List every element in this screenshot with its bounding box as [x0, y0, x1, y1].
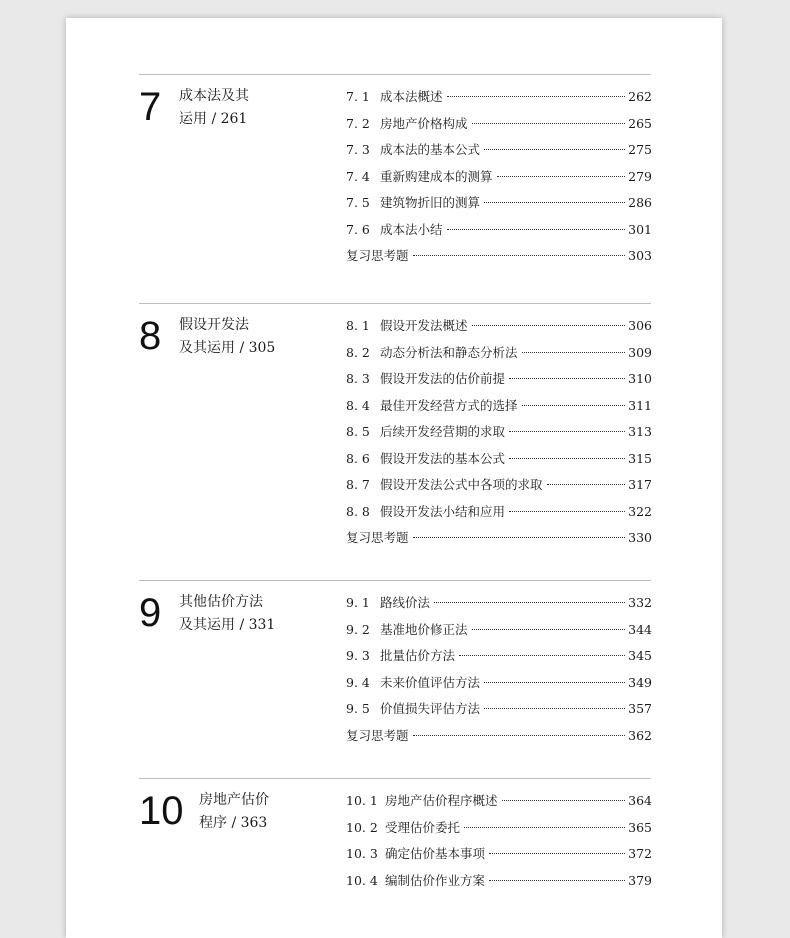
toc-entry[interactable] — [346, 621, 652, 648]
entry-page: 372 — [628, 846, 652, 861]
entry-page: 310 — [628, 371, 652, 386]
toc-entry[interactable] — [346, 370, 652, 397]
chapter-8 — [139, 303, 652, 545]
toc-entry[interactable] — [346, 221, 652, 248]
entry-page: 306 — [628, 318, 652, 333]
entry-number: 8. 4 — [346, 397, 370, 413]
entry-page: 364 — [628, 793, 652, 808]
entry-title: 批量估价方法 — [380, 648, 456, 663]
entry-title: 成本法的基本公式 — [380, 142, 481, 157]
dot-leader — [509, 511, 625, 512]
chapter-number: 8 — [139, 314, 162, 358]
dot-leader — [497, 176, 625, 177]
document-page — [66, 18, 722, 938]
toc-entry[interactable] — [346, 872, 652, 899]
toc-entry[interactable] — [346, 450, 652, 477]
chapter-title-line: 程序 / 363 — [199, 815, 268, 831]
entry-number: 7. 5 — [346, 195, 370, 210]
dot-leader — [484, 682, 625, 683]
toc-entry-review[interactable] — [346, 529, 652, 556]
entry-title: 成本法小结 — [380, 221, 443, 237]
toc-entry[interactable] — [346, 476, 652, 503]
chapter-number: 7 — [139, 85, 162, 129]
entry-number: 10. 1 — [346, 793, 378, 808]
toc-entries — [346, 317, 652, 556]
entry-number: 10. 3 — [346, 846, 378, 861]
entry-number: 8. 7 — [346, 477, 370, 492]
entry-title: 未来价值评估方法 — [380, 674, 481, 690]
entry-number: 8. 8 — [346, 503, 370, 519]
entry-page: 345 — [628, 648, 652, 663]
entry-page: 344 — [628, 621, 652, 637]
chapter-title-line: 及其运用 / 305 — [179, 340, 276, 356]
entry-title: 建筑物折旧的测算 — [380, 195, 481, 210]
chapter-title-line: 假设开发法 — [179, 317, 249, 333]
toc-entry[interactable] — [346, 168, 652, 195]
toc-entry[interactable] — [346, 194, 652, 221]
dot-leader — [522, 405, 625, 406]
toc-entry[interactable] — [346, 594, 652, 621]
entry-page: 330 — [628, 530, 652, 545]
dot-leader — [489, 853, 625, 854]
entry-page: 303 — [628, 248, 652, 263]
entry-page: 301 — [628, 221, 652, 237]
entry-title: 价值损失评估方法 — [380, 701, 481, 716]
dot-leader — [502, 800, 625, 801]
entry-number: 8. 3 — [346, 371, 370, 386]
dot-leader — [489, 880, 625, 881]
entry-number: 8. 2 — [346, 344, 370, 360]
entry-title: 假设开发法公式中各项的求取 — [380, 477, 543, 492]
toc-entry[interactable] — [346, 141, 652, 168]
entry-title: 假设开发法的基本公式 — [380, 450, 506, 466]
toc-entry[interactable] — [346, 647, 652, 674]
entry-title: 编制估价作业方案 — [385, 872, 486, 888]
dot-leader — [509, 378, 625, 379]
toc-entry[interactable] — [346, 344, 652, 371]
entry-number: 10. 4 — [346, 872, 378, 888]
chapter-title-line: 其他估价方法 — [179, 594, 263, 610]
chapter-7 — [139, 74, 652, 263]
entry-number: 8. 5 — [346, 424, 370, 439]
dot-leader — [547, 484, 625, 485]
entry-page: 313 — [628, 424, 652, 439]
entry-number: 7. 2 — [346, 115, 370, 131]
entry-number: 9. 1 — [346, 595, 370, 610]
toc-entries — [346, 792, 652, 898]
toc-entry[interactable] — [346, 845, 652, 872]
entry-page: 349 — [628, 674, 652, 690]
toc-entry[interactable] — [346, 503, 652, 530]
entry-title: 成本法概述 — [380, 89, 443, 104]
chapter-title-line: 成本法及其 — [179, 88, 249, 104]
dot-leader — [522, 352, 625, 353]
entry-number: 8. 6 — [346, 450, 370, 466]
toc-entry[interactable] — [346, 397, 652, 424]
entry-page: 262 — [628, 89, 652, 104]
chapter-9 — [139, 580, 652, 743]
toc-entry[interactable] — [346, 88, 652, 115]
dot-leader — [509, 431, 625, 432]
entry-title: 动态分析法和静态分析法 — [380, 344, 518, 360]
chapter-title-line: 及其运用 / 331 — [179, 617, 276, 633]
entry-number: 7. 4 — [346, 168, 370, 184]
entry-page: 362 — [628, 727, 652, 743]
entry-page: 315 — [628, 450, 652, 466]
dot-leader — [509, 458, 625, 459]
toc-entry[interactable] — [346, 819, 652, 846]
toc-entry[interactable] — [346, 115, 652, 142]
entry-page: 309 — [628, 344, 652, 360]
entry-title: 后续开发经营期的求取 — [380, 424, 506, 439]
dot-leader — [464, 827, 625, 828]
entry-title: 复习思考题 — [346, 727, 409, 743]
toc-entry[interactable] — [346, 317, 652, 344]
entry-title: 最佳开发经营方式的选择 — [380, 397, 518, 413]
entry-title: 假设开发法的估价前提 — [380, 371, 506, 386]
chapter-number: 9 — [139, 591, 162, 635]
entry-page: 365 — [628, 819, 652, 835]
toc-entries — [346, 594, 652, 753]
toc-entry-review[interactable] — [346, 247, 652, 274]
entry-title: 受理估价委托 — [385, 819, 461, 835]
entry-page: 286 — [628, 195, 652, 210]
chapter-title-line: 房地产估价 — [199, 792, 269, 808]
dot-leader — [447, 229, 625, 230]
entry-title: 基准地价修正法 — [380, 621, 468, 637]
chapter-title — [179, 314, 319, 360]
entry-number: 9. 2 — [346, 621, 370, 637]
entry-title: 路线价法 — [380, 595, 431, 610]
chapter-title — [179, 591, 319, 637]
entry-number: 9. 4 — [346, 674, 370, 690]
toc-entry[interactable] — [346, 700, 652, 727]
dot-leader — [484, 202, 625, 203]
entry-page: 265 — [628, 115, 652, 131]
dot-leader — [447, 96, 625, 97]
entry-title: 房地产价格构成 — [380, 115, 468, 131]
entry-page: 311 — [628, 397, 652, 413]
toc-entry[interactable] — [346, 674, 652, 701]
dot-leader — [484, 149, 625, 150]
dot-leader — [472, 629, 625, 630]
chapter-title — [199, 789, 339, 835]
dot-leader — [413, 255, 625, 256]
entry-page: 275 — [628, 142, 652, 157]
entry-page: 279 — [628, 168, 652, 184]
entry-page: 379 — [628, 872, 652, 888]
toc-entry[interactable] — [346, 792, 652, 819]
entry-title: 假设开发法概述 — [380, 318, 468, 333]
dot-leader — [413, 735, 625, 736]
dot-leader — [413, 537, 625, 538]
chapter-10 — [139, 778, 652, 888]
entry-number: 9. 3 — [346, 648, 370, 663]
dot-leader — [472, 325, 625, 326]
entry-page: 357 — [628, 701, 652, 716]
entry-page: 332 — [628, 595, 652, 610]
entry-title: 确定估价基本事项 — [385, 846, 486, 861]
entry-page: 322 — [628, 503, 652, 519]
entry-number: 8. 1 — [346, 318, 370, 333]
toc-entry-review[interactable] — [346, 727, 652, 754]
dot-leader — [434, 602, 625, 603]
entry-number: 7. 1 — [346, 89, 370, 104]
entry-number: 10. 2 — [346, 819, 378, 835]
entry-title: 房地产估价程序概述 — [385, 793, 498, 808]
entry-title: 重新购建成本的测算 — [380, 168, 493, 184]
dot-leader — [472, 123, 625, 124]
entry-title: 假设开发法小结和应用 — [380, 503, 506, 519]
chapter-title-line: 运用 / 261 — [179, 111, 248, 127]
toc-entries — [346, 88, 652, 274]
chapter-number: 10 — [139, 789, 184, 833]
entry-number: 7. 3 — [346, 142, 370, 157]
chapter-title — [179, 85, 319, 131]
entry-title: 复习思考题 — [346, 530, 409, 545]
entry-page: 317 — [628, 477, 652, 492]
entry-number: 7. 6 — [346, 221, 370, 237]
entry-title: 复习思考题 — [346, 248, 409, 263]
entry-number: 9. 5 — [346, 701, 370, 716]
toc-entry[interactable] — [346, 423, 652, 450]
dot-leader — [459, 655, 625, 656]
dot-leader — [484, 708, 625, 709]
